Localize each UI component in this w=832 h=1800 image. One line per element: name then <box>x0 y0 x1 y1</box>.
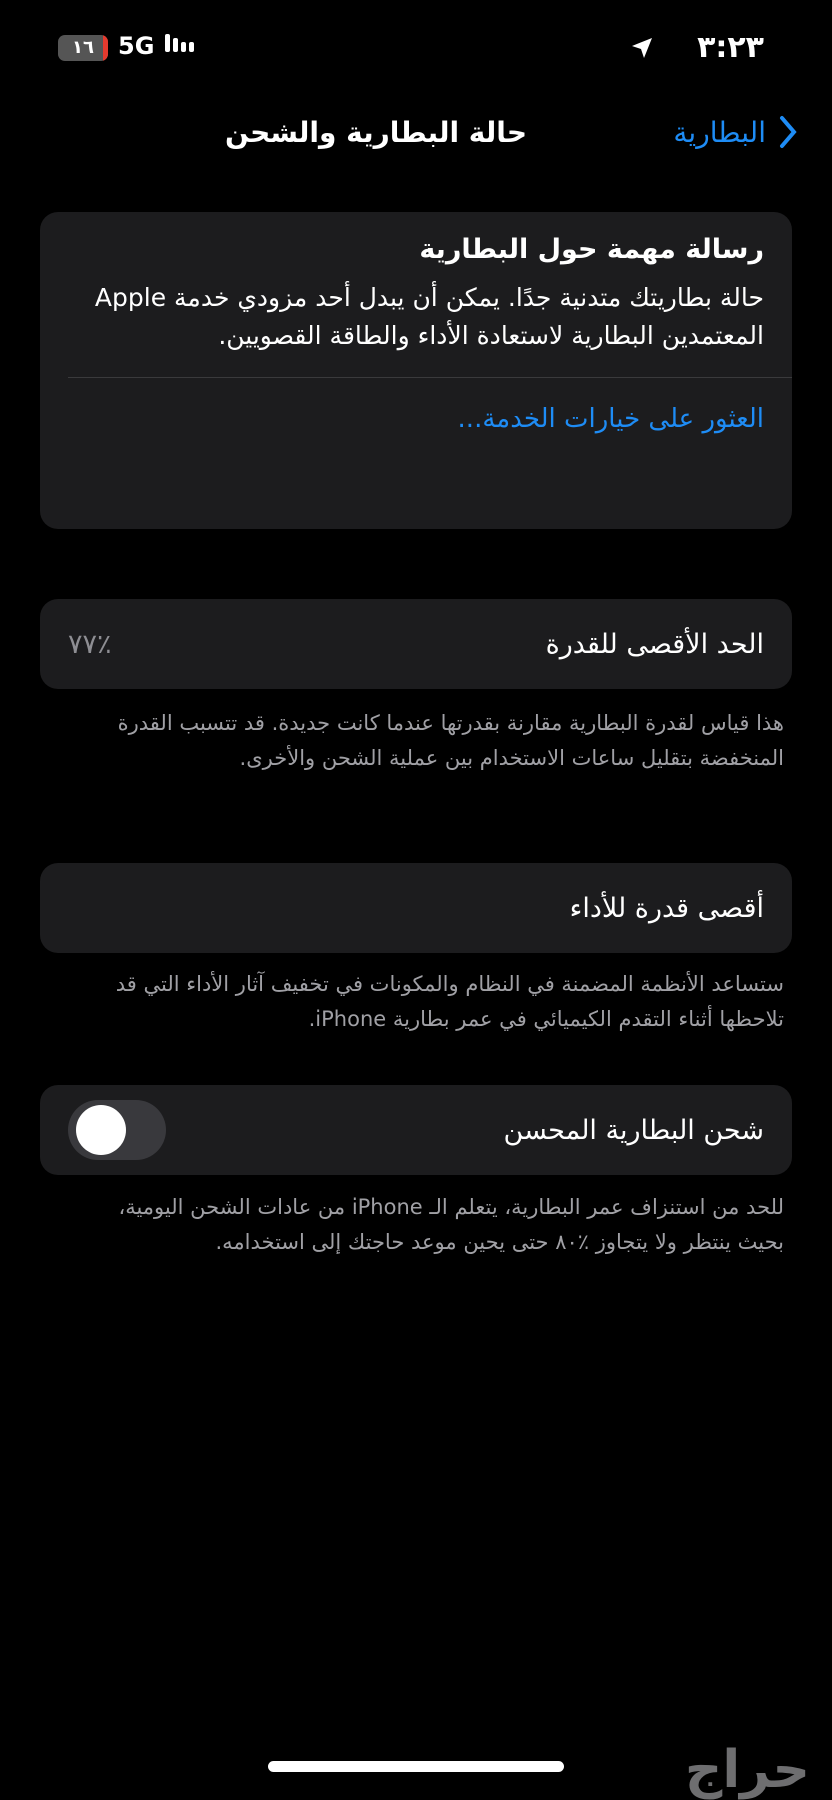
haraj-watermark: حراج <box>684 1740 810 1800</box>
peak-performance-row <box>40 863 792 953</box>
divider <box>68 377 792 378</box>
message-body: حالة بطاريتك متدنية جدًا. يمكن أن يبدل أحد مزودي خدمة Apple المعتمدين البطارية لاستعادة الأداء والطاقة القصويين. <box>94 283 764 350</box>
optimized-charging-row <box>40 1085 792 1175</box>
back-label: البطارية <box>673 115 766 149</box>
optimized-charging-label: شحن البطارية المحسن <box>503 1114 764 1146</box>
clock: ٣:٢٣ <box>697 30 764 65</box>
message-title: رسالة مهمة حول البطارية <box>419 234 764 265</box>
network-type: 5G <box>118 32 155 60</box>
optimized-charging-toggle[interactable] <box>68 1100 166 1160</box>
optimized-charging-caption: للحد من استنزاف عمر البطارية، يتعلم الـ iPhone من عادات الشحن اليومية، بحيث ينتظر ولا يتجاوز ٪٨٠ حتى يحين موعد حاجتك إلى استخدامه. <box>118 1195 784 1254</box>
max-capacity-value: ٪٧٧ <box>68 628 112 660</box>
max-capacity-caption: هذا قياس لقدرة البطارية مقارنة بقدرتها عندما كانت جديدة. قد تتسبب القدرة المنخفضة بتقليل ساعات الاستخدام بين عملية الشحن والأخرى. <box>117 711 784 770</box>
nav-bar <box>0 112 832 162</box>
battery-level: ١٦ <box>72 37 94 58</box>
peak-performance-caption: ستساعد الأنظمة المضمنة في النظام والمكونات في تخفيف آثار الأداء التي قد تلاحظها أثناء التقدم الكيميائي في عمر بطارية iPhone. <box>115 972 784 1031</box>
home-indicator[interactable] <box>268 1761 564 1772</box>
battery-icon <box>58 35 108 61</box>
signal-icon <box>165 34 194 52</box>
status-bar <box>0 30 832 70</box>
page-title: حالة البطارية والشحن <box>224 116 527 149</box>
battery-message-card <box>40 212 792 529</box>
peak-performance-label: أقصى قدرة للأداء <box>569 892 764 924</box>
location-arrow-icon <box>630 36 654 60</box>
max-capacity-label: الحد الأقصى للقدرة <box>545 628 764 660</box>
max-capacity-row <box>40 599 792 689</box>
find-service-options-link[interactable]: العثور على خيارات الخدمة... <box>457 404 764 434</box>
